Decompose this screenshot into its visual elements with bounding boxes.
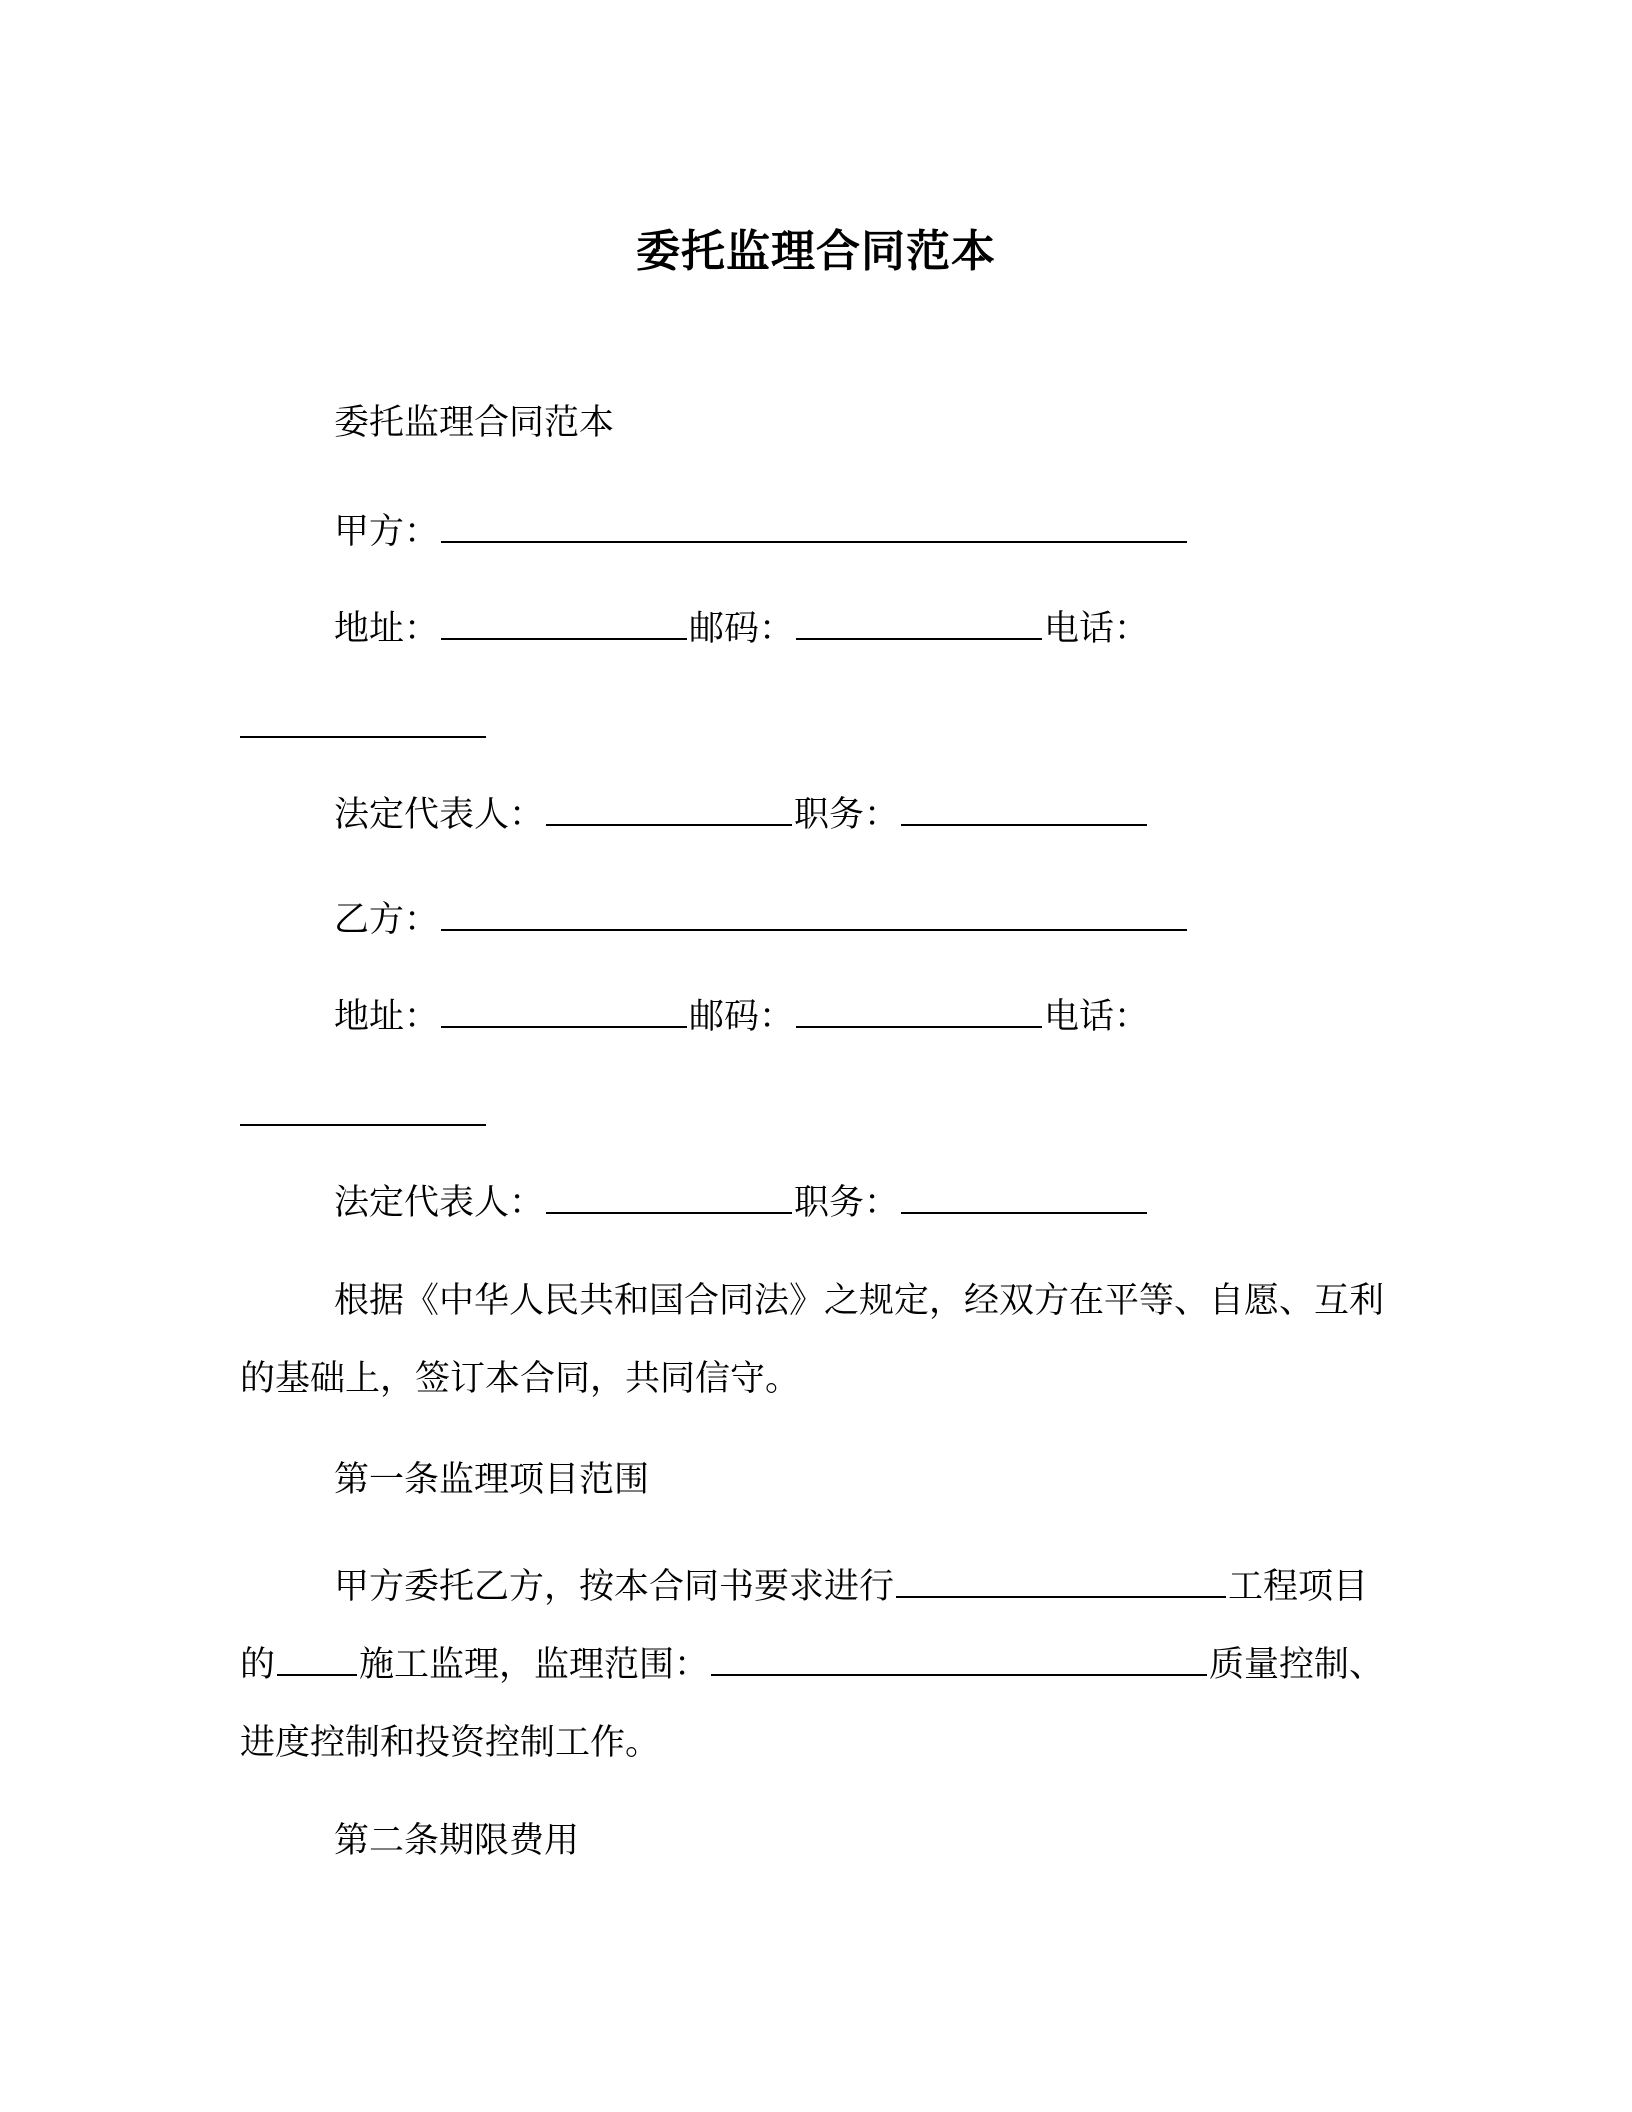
party-a-phone-blank[interactable] (240, 706, 486, 738)
party-a-rep-label: 法定代表人： (334, 795, 545, 835)
document-subtitle: 委托监理合同范本 (334, 403, 615, 443)
party-a-position-blank[interactable] (901, 794, 1147, 826)
party-a-address-blank[interactable] (441, 608, 687, 640)
party-b-rep-line (334, 1178, 1149, 1228)
party-b-rep-blank[interactable] (546, 1182, 792, 1214)
party-b-postcode-blank[interactable] (796, 996, 1042, 1028)
party-a-contact-line (334, 604, 1149, 654)
party-a-rep-line (334, 790, 1149, 840)
article1-text-part2: 工程项目的 (240, 1567, 1369, 1685)
party-a-label: 甲方： (334, 512, 440, 552)
article1-text-part1: 甲方委托乙方，按本合同书要求进行 (334, 1567, 895, 1607)
party-b-label: 乙方： (334, 900, 440, 940)
party-a-position-label: 职务： (794, 795, 900, 835)
document-title: 委托监理合同范本 (636, 226, 996, 277)
party-a-postcode-label: 邮码： (689, 609, 795, 649)
party-a-phone-line (240, 702, 488, 752)
party-a-postcode-blank[interactable] (796, 608, 1042, 640)
preamble-paragraph: 根据《中华人民共和国合同法》之规定，经双方在平等、自愿、互利的基础上，签订本合同，共同信守。 (240, 1281, 1385, 1399)
party-b-address-blank[interactable] (441, 996, 687, 1028)
article1-phase-blank[interactable] (277, 1644, 357, 1676)
article1-paragraph (240, 1548, 1392, 1782)
party-b-phone-line (240, 1090, 488, 1140)
party-a-line (334, 507, 1189, 557)
article2-heading: 第二条期限费用 (334, 1821, 580, 1861)
article1-text-part4: 质量控制、进度控制和投资控制工作。 (240, 1645, 1385, 1763)
party-a-name-blank[interactable] (441, 511, 1187, 543)
party-a-phone-label: 电话： (1044, 609, 1150, 649)
party-a-address-label: 地址： (334, 609, 440, 649)
party-b-position-blank[interactable] (901, 1182, 1147, 1214)
party-b-contact-line (334, 992, 1149, 1042)
party-b-line (334, 895, 1189, 945)
party-b-phone-blank[interactable] (240, 1094, 486, 1126)
article1-scope-blank[interactable] (711, 1644, 1207, 1676)
party-b-address-label: 地址： (334, 997, 440, 1037)
party-b-postcode-label: 邮码： (689, 997, 795, 1037)
party-b-rep-label: 法定代表人： (334, 1183, 545, 1223)
party-b-name-blank[interactable] (441, 899, 1187, 931)
article1-text-part3: 施工监理，监理范围： (359, 1645, 710, 1685)
party-b-phone-label: 电话： (1044, 997, 1150, 1037)
article1-project-blank[interactable] (896, 1566, 1226, 1598)
party-b-position-label: 职务： (794, 1183, 900, 1223)
article1-heading: 第一条监理项目范围 (334, 1460, 650, 1500)
party-a-rep-blank[interactable] (546, 794, 792, 826)
